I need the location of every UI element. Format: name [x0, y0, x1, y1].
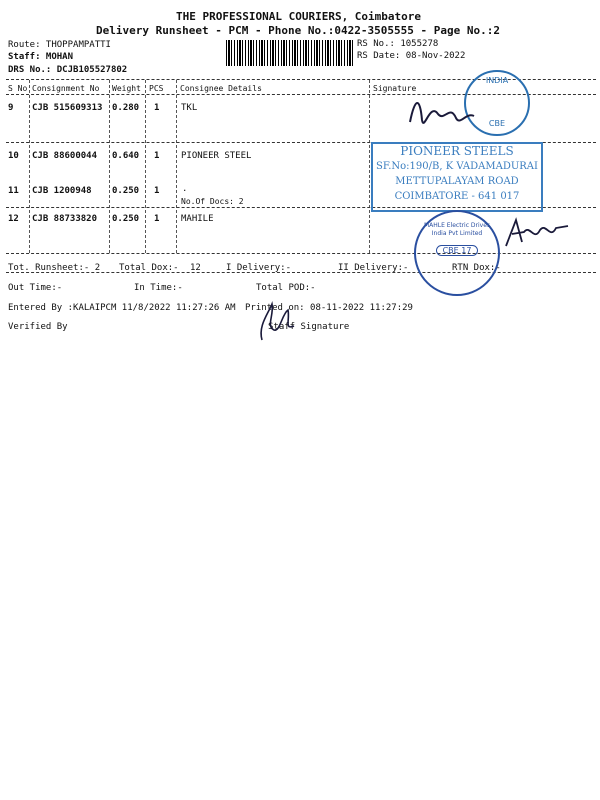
total-pod: Total POD:- [256, 283, 316, 293]
table-row-weight: 0.640 [112, 151, 140, 161]
table-row-weight: 0.250 [112, 214, 140, 224]
signature-stroke [261, 304, 294, 340]
table-row-pcs: 1 [154, 186, 160, 196]
first-delivery: I Delivery:- [226, 263, 292, 273]
stamp-line: COIMBATORE - 641 017 [394, 191, 520, 202]
column-divider [369, 80, 370, 253]
table-row-sno: 9 [8, 103, 14, 113]
total-runsheet: Tot. Runsheet:- 2 [8, 263, 101, 273]
row-divider [6, 253, 596, 254]
pioneer-steels-stamp [371, 142, 543, 212]
column-divider [145, 80, 146, 253]
mahle-stamp [414, 210, 500, 296]
runsheet-subtitle: Delivery Runsheet - PCM - Phone No.:0422-3505555 - Page No.:2 [96, 24, 500, 37]
total-dox-label: Total Dox:- [119, 263, 179, 273]
table-row-consignee: MAHILE [181, 214, 214, 224]
divider [6, 272, 596, 273]
drs-number: DRS No.: DCJB105527802 [8, 65, 128, 75]
total-dox-value: 12 [190, 263, 201, 273]
table-row-consignee: TKL [181, 103, 198, 113]
column-divider [29, 80, 30, 253]
barcode [226, 40, 354, 66]
stamp-line: PIONEER STEELS [400, 144, 514, 158]
table-row-consignment: CJB 515609313 [32, 103, 103, 113]
staff-signature-label: Staff Signature [268, 322, 350, 332]
staff-signature-scribble [254, 296, 304, 344]
table-row-consignment: CJB 1200948 [32, 186, 92, 196]
second-delivery: II Delivery:- [338, 263, 409, 273]
mahle-stamp-code: CBE 17 [436, 245, 478, 256]
table-row-pcs: 1 [154, 103, 160, 113]
stamp-line: METTUPALAYAM ROAD [395, 176, 519, 187]
stamp-line: SF.No:190/B, K VADAMADURAI [376, 161, 538, 172]
col-header-signature: Signature [373, 84, 417, 93]
table-row-sno: 10 [8, 151, 19, 161]
signature-stroke [506, 220, 568, 246]
table-row-docs-note: No.Of Docs: 2 [181, 197, 244, 206]
col-header-consignment: Consignment No [32, 84, 100, 93]
table-row-consignee: PIONEER STEEL [181, 151, 252, 161]
in-time: In Time:- [134, 283, 183, 293]
table-row-consignment: CJB 88733820 [32, 214, 98, 224]
rs-date: RS Date: 08-Nov-2022 [357, 51, 466, 61]
route-label: Route: THOPPAMPATTI [8, 40, 111, 50]
printed-on: Printed on: 08-11-2022 11:27:29 [245, 303, 413, 313]
table-row-sno: 11 [8, 186, 19, 196]
col-header-pcs: PCS [149, 84, 164, 93]
col-header-weight: Weight [112, 84, 141, 93]
col-header-consignee: Consignee Details [180, 84, 262, 93]
table-row-weight: 0.250 [112, 186, 140, 196]
table-row-weight: 0.280 [112, 103, 140, 113]
signature-scribble [502, 212, 572, 252]
rtn-dox: RTN Dox:- [452, 263, 501, 273]
column-divider [176, 80, 177, 253]
table-row-consignment: CJB 88600044 [32, 151, 98, 161]
company-title: THE PROFESSIONAL COURIERS, Coimbatore [176, 10, 422, 23]
signature-stroke [410, 103, 474, 123]
table-row-pcs: 1 [154, 151, 160, 161]
out-time: Out Time:- [8, 283, 63, 293]
table-row-sno: 12 [8, 214, 19, 224]
table-row-pcs: 1 [154, 214, 160, 224]
staff-label: Staff: MOHAN [8, 52, 74, 62]
round-stamp-text: INDIA [485, 76, 509, 85]
verified-by: Verified By [8, 322, 68, 332]
round-stamp-code: CBE [488, 119, 506, 128]
col-header-sno: S No [8, 84, 28, 93]
column-divider [109, 80, 110, 253]
entered-by: Entered By :KALAIPCM 11/8/2022 11:27:26 AM [8, 303, 236, 313]
mahle-stamp-ring-text: MAHLE Electric Drives India Pvt Limited [423, 222, 491, 237]
rs-number: RS No.: 1055278 [357, 39, 439, 49]
table-row-consignee: . [182, 184, 188, 194]
signature-scribble [400, 92, 480, 137]
